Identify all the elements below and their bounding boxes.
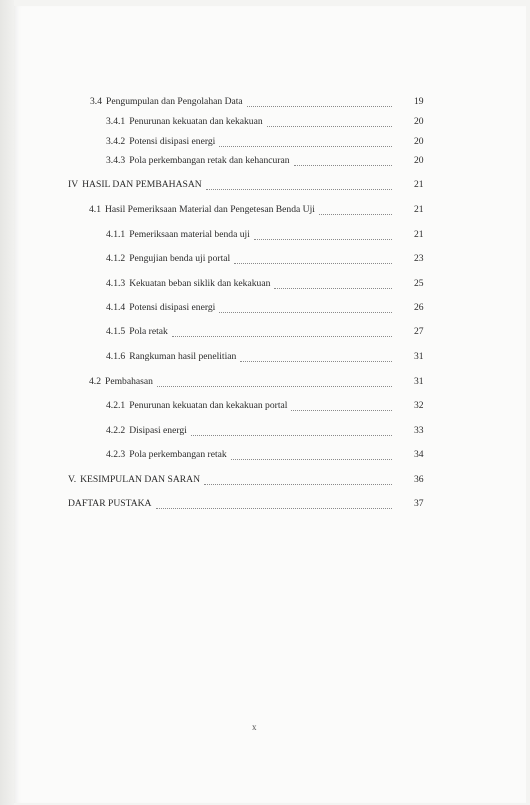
dot-leader [240,351,392,362]
toc-section-title: KESIMPULAN DAN SARAN [80,474,201,485]
toc-entry[interactable] [106,135,396,149]
toc-entry[interactable] [106,399,396,413]
toc-section-number: 4.2 [89,376,101,387]
toc-page-number: 26 [414,302,424,313]
toc-entry[interactable] [106,301,396,315]
dot-leader [191,425,392,436]
toc-entry[interactable] [106,115,396,129]
toc-section-title: Pola perkembangan retak [129,449,227,460]
toc-page-number: 20 [414,136,424,147]
toc-section-number: 4.1 [89,204,101,215]
dot-leader [204,474,392,485]
toc-entry[interactable] [68,473,396,487]
toc-section-title: Pembahasan [105,376,153,387]
toc-page-number: 21 [414,179,424,190]
dot-leader [234,253,392,264]
toc-page-number: 25 [414,278,424,289]
toc-section-number: 4.1.1 [106,229,126,240]
toc-section-title: Kekuatan beban siklik dan kekakuan [129,278,271,289]
dot-leader [294,155,392,166]
toc-page-number: 37 [414,498,424,509]
toc-entry[interactable] [68,178,396,192]
dot-leader [274,278,392,289]
toc-section-number: IV [68,179,79,190]
scan-shadow-edge [0,0,14,805]
toc-section-title: Pengujian benda uji portal [129,253,231,264]
toc-section-number: 4.1.6 [106,351,126,362]
toc-section-number: 3.4.3 [106,155,126,166]
toc-section-number: 4.2.2 [106,425,126,436]
toc-page-number: 31 [414,351,424,362]
dot-leader [247,96,392,107]
toc-section-number: 4.1.3 [106,278,126,289]
toc-page-number: 27 [414,326,424,337]
toc-section-number: V. [68,474,77,485]
toc-section-title: Potensi disipasi energi [129,302,216,313]
toc-section-title: Pola perkembangan retak dan kehancuran [129,155,290,166]
toc-section-number: 4.2.3 [106,449,126,460]
toc-page-number: 20 [414,116,424,127]
toc-entry[interactable] [89,375,396,389]
dot-leader [219,136,392,147]
toc-page-number: 32 [414,400,424,411]
toc-page-number: 33 [414,425,424,436]
toc-section-title: Penurunan kekuatan dan kekakuan portal [129,400,288,411]
dot-leader [172,326,392,337]
toc-page-number: 21 [414,229,424,240]
toc-page-number: 31 [414,376,424,387]
toc-section-number: 4.1.4 [106,302,126,313]
toc-page-number: 36 [414,474,424,485]
toc-entry[interactable] [106,228,396,242]
toc-section-title: DAFTAR PUSTAKA [68,498,152,509]
toc-entry[interactable] [106,154,396,168]
toc-section-title: Pemeriksaan material benda uji [129,229,250,240]
toc-entry[interactable] [90,95,396,109]
toc-entry[interactable] [106,350,396,364]
toc-entry[interactable] [68,497,396,511]
toc-page-number: 23 [414,253,424,264]
toc-entry[interactable] [106,325,396,339]
toc-section-number: 4.2.1 [106,400,126,411]
toc-section-title: Potensi disipasi energi [129,136,216,147]
dot-leader [254,229,392,240]
dot-leader [206,179,392,190]
toc-page-number: 21 [414,204,424,215]
dot-leader [219,302,392,313]
toc-section-number: 4.1.2 [106,253,126,264]
dot-leader [291,400,392,411]
toc-section-title: Pola retak [129,326,168,337]
toc-entry[interactable] [106,277,396,291]
dot-leader [267,116,392,127]
toc-section-number: 3.4.2 [106,136,126,147]
toc-entry[interactable] [106,448,396,462]
toc-section-title: Pengumpulan dan Pengolahan Data [106,96,243,107]
toc-entry[interactable] [106,252,396,266]
toc-section-title: Disipasi energi [129,425,187,436]
toc-section-title: Penurunan kekuatan dan kekakuan [129,116,263,127]
toc-section-title: Hasil Pemeriksaan Material dan Pengetesan Benda Uji [105,204,315,215]
toc-section-number: 4.1.5 [106,326,126,337]
toc-page-number: 20 [414,155,424,166]
toc-page-number: 34 [414,449,424,460]
page-footer-number: x [252,722,257,732]
toc-section-number: 3.4 [90,96,102,107]
toc-page-number: 19 [414,96,424,107]
toc-entry[interactable] [106,424,396,438]
toc-section-title: Rangkuman hasil penelitian [129,351,237,362]
toc-section-title: HASIL DAN PEMBAHASAN [82,179,202,190]
dot-leader [156,498,393,509]
dot-leader [157,376,392,387]
dot-leader [319,204,392,215]
toc-entry[interactable] [89,203,396,217]
dot-leader [231,449,392,460]
toc-section-number: 3.4.1 [106,116,126,127]
